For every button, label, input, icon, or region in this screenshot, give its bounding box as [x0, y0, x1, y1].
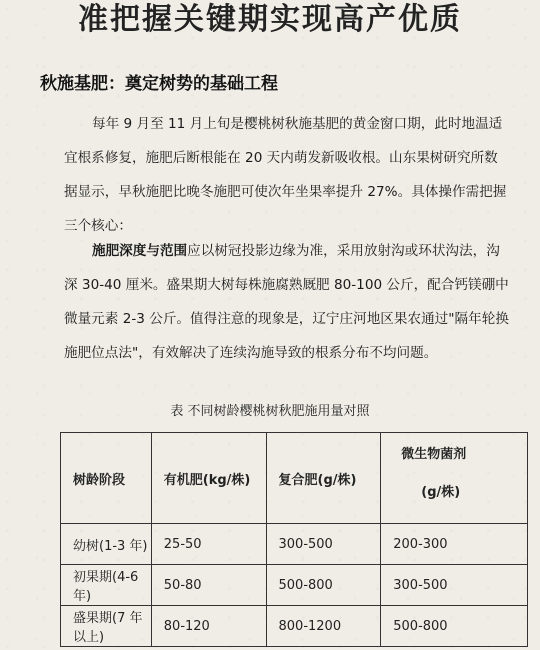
paragraph-2 — [64, 234, 510, 370]
cell-compound: 500-800 — [266, 565, 381, 606]
cell-age: 初果期(4-6 年) — [61, 565, 152, 606]
table-row — [61, 606, 528, 647]
cell-age: 幼树(1-3 年) — [61, 524, 152, 565]
table-row — [61, 565, 528, 606]
table-header-row — [61, 433, 528, 524]
cell-microbial: 500-800 — [381, 606, 528, 647]
paragraph-1-text: 每年 9 月至 11 月上旬是樱桃树秋施基肥的黄金窗口期，此时地温适宜根系修复，施肥后断根能在 20 天内萌发新吸收根。山东果树研究所数据显示，早秋施肥比晚冬施肥可使次年坐果率提升 27%。具体操作需把握三个核心： — [64, 116, 507, 234]
header-compound: 复合肥(g/株) — [266, 433, 381, 524]
cell-compound: 300-500 — [266, 524, 381, 565]
paragraph-1 — [64, 107, 510, 243]
table-caption: 表 不同树龄樱桃树秋肥施用量对照 — [170, 404, 370, 419]
cell-organic: 80-120 — [151, 606, 266, 647]
page-title: 准把握关键期实现高产优质 — [78, 2, 462, 37]
paragraph-2-text: 应以树冠投影边缘为准，采用放射沟或环状沟法，沟深 30-40 厘米。盛果期大树每株施腐熟厩肥 80-100 公斤，配合钙镁硼中微量元素 2-3 公斤。值得注意的现象是，辽宁庄河地区果农通过"隔年轮换施肥位点法"，有效解决了连续沟施导致的根系分布不均问题。 — [64, 243, 509, 361]
header-organic: 有机肥(kg/株) — [151, 433, 266, 524]
header-microbial: 微生物菌剂 (g/株) — [381, 433, 528, 524]
cell-microbial: 200-300 — [381, 524, 528, 565]
paragraph-2-lead: 施肥深度与范围 — [92, 243, 188, 259]
header-age: 树龄阶段 — [61, 433, 152, 524]
fertilizer-table — [60, 432, 528, 647]
section-heading: 秋施基肥：奠定树势的基础工程 — [40, 74, 278, 94]
cell-organic: 50-80 — [151, 565, 266, 606]
cell-microbial: 300-500 — [381, 565, 528, 606]
cell-organic: 25-50 — [151, 524, 266, 565]
cell-age: 盛果期(7 年以上) — [61, 606, 152, 647]
cell-compound: 800-1200 — [266, 606, 381, 647]
table-row — [61, 524, 528, 565]
